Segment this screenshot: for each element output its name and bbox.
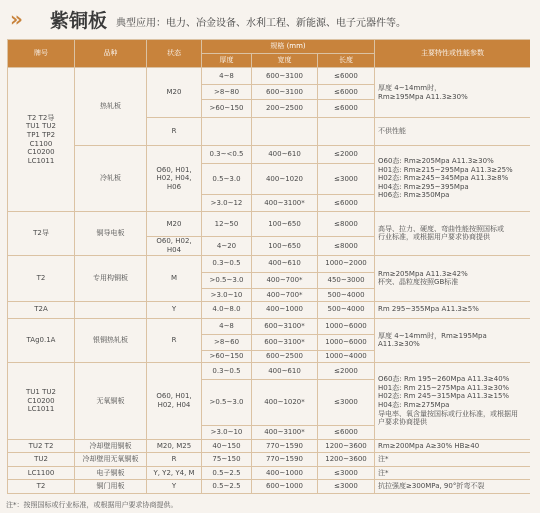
width-cell: 600~3100	[252, 84, 318, 100]
thickness-cell: 0.5~2.5	[202, 466, 252, 480]
cell-line: TU1 TU2	[26, 388, 56, 397]
variety-cell	[75, 146, 147, 212]
cell-line: 热轧板	[100, 102, 121, 111]
length-cell: ≤3000	[318, 466, 375, 480]
table-body	[8, 68, 531, 494]
table-row	[8, 255, 531, 272]
thickness-cell: >0.5~3.0	[202, 272, 252, 289]
length-cell: ≤8000	[318, 237, 375, 256]
cell-line: O60, H01,	[156, 165, 192, 174]
thickness-cell: 4~8	[202, 68, 252, 85]
cell-line: Y	[171, 305, 177, 314]
cell-line: 银铜热轧板	[93, 336, 128, 345]
header-properties: 主要特性或性能参数	[375, 40, 530, 68]
page-title: 紫铜板	[50, 10, 108, 32]
variety-cell	[75, 301, 147, 318]
cell-line: 高导、拉力、硬度、弯曲性能按照国标或	[378, 224, 505, 233]
width-cell	[252, 118, 318, 146]
cell-line: C1100	[29, 139, 53, 148]
state-cell	[147, 118, 202, 146]
state-cell	[147, 146, 202, 212]
table-row	[8, 301, 531, 318]
state-cell	[147, 453, 202, 467]
thickness-cell: >3.0~10	[202, 426, 252, 440]
length-cell: ≤2000	[318, 146, 375, 164]
grade-cell	[8, 466, 75, 480]
variety-cell	[75, 453, 147, 467]
properties-cell	[375, 439, 530, 453]
cell-line: H01态: Rm≥215~295Mpa A11.3≥25%	[378, 165, 513, 174]
state-cell	[147, 439, 202, 453]
header-width: 宽度	[252, 54, 318, 68]
properties-cell	[375, 480, 530, 494]
length-cell: 1000~4000	[318, 350, 375, 363]
thickness-cell: >60~150	[202, 350, 252, 363]
cell-line: H01态: Rm 215~275Mpa A11.3≥30%	[378, 383, 510, 392]
length-cell: ≤3000	[318, 164, 375, 195]
cell-line: 厚度 4~14mm时，Rm≥195Mpa	[378, 331, 487, 340]
cell-line: LC1011	[27, 156, 55, 165]
variety-cell	[75, 480, 147, 494]
table-row	[8, 146, 531, 164]
cell-line: H06	[166, 182, 182, 191]
length-cell: ≤6000	[318, 426, 375, 440]
state-cell	[147, 212, 202, 237]
thickness-cell: 4.0~8.0	[202, 301, 252, 318]
width-cell: 100~650	[252, 212, 318, 237]
spec-table-wrapper	[7, 39, 530, 494]
cell-line: H04态: Rm≥295~395Mpa	[378, 182, 469, 191]
table-row	[8, 480, 531, 494]
width-cell: 100~650	[252, 237, 318, 256]
cell-line: M	[170, 274, 178, 283]
cell-line: LC1011	[27, 405, 55, 414]
cell-line: LC1100	[27, 468, 55, 477]
length-cell	[318, 118, 375, 146]
length-cell: ≤6000	[318, 100, 375, 118]
cell-line: T2	[36, 274, 46, 283]
thickness-cell: >8~60	[202, 335, 252, 351]
cell-line: 冷轧板	[100, 174, 121, 183]
length-cell: ≤6000	[318, 68, 375, 85]
cell-line: 铜导电板	[96, 229, 125, 238]
cell-line: T2导	[33, 229, 49, 238]
properties-cell	[375, 212, 530, 256]
length-cell: 1200~3600	[318, 453, 375, 467]
width-cell: 770~1590	[252, 439, 318, 453]
header-spec: 规格 (mm)	[202, 40, 375, 54]
cell-line: H02, H04,	[156, 174, 192, 183]
length-cell: ≤6000	[318, 84, 375, 100]
table-row	[8, 68, 531, 85]
state-cell	[147, 237, 202, 256]
thickness-cell: >8~80	[202, 84, 252, 100]
grade-cell	[8, 363, 75, 439]
length-cell: 1200~3600	[318, 439, 375, 453]
cell-line: O60, H01,	[156, 392, 192, 401]
cell-line: 户要求协商提供	[378, 418, 428, 427]
cell-line: 注*	[378, 468, 389, 477]
cell-line: H06态: Rm≥350Mpa	[378, 191, 450, 200]
grade-cell	[8, 480, 75, 494]
cell-line: O60态: Rm 195~260Mpa A11.3≥40%	[378, 375, 510, 384]
header-state: 状态	[147, 40, 202, 68]
cell-line: T2	[36, 482, 46, 491]
thickness-cell: 0.3~<0.5	[202, 146, 252, 164]
cell-line: R	[171, 127, 177, 136]
width-cell: 400~700*	[252, 289, 318, 302]
properties-cell	[375, 68, 530, 118]
width-cell: 600~3100*	[252, 335, 318, 351]
state-cell	[147, 466, 202, 480]
cell-line: O60态: Rm≥205Mpa A11.3≥30%	[378, 157, 494, 166]
width-cell: 400~610	[252, 255, 318, 272]
double-chevron-icon: »	[10, 7, 18, 31]
cell-line: Y	[171, 482, 177, 491]
cell-line: 专用构铜板	[93, 274, 128, 283]
length-cell: ≤3000	[318, 380, 375, 426]
cell-line: TP1 TP2	[26, 130, 56, 139]
thickness-cell: 40~150	[202, 439, 252, 453]
length-cell: 1000~6000	[318, 318, 375, 335]
width-cell: 200~2500	[252, 100, 318, 118]
thickness-cell: 4~20	[202, 237, 252, 256]
cell-line: 不供性能	[378, 127, 407, 136]
length-cell: 450~3000	[318, 272, 375, 289]
properties-cell	[375, 318, 530, 363]
cell-line: T2A	[34, 305, 48, 314]
grade-cell	[8, 212, 75, 256]
length-cell: ≤6000	[318, 195, 375, 212]
cell-line: 行业标准，或根据用户要求协商提供	[378, 233, 491, 242]
thickness-cell: 0.3~0.5	[202, 363, 252, 380]
cell-line: Rm≥200Mpa A≥30% HB≥40	[378, 441, 480, 450]
thickness-cell: 4~8	[202, 318, 252, 335]
properties-cell	[375, 146, 530, 212]
grade-cell	[8, 318, 75, 363]
thickness-cell: 0.5~3.0	[202, 164, 252, 195]
state-cell	[147, 68, 202, 118]
table-row	[8, 453, 531, 467]
cell-line: M20	[166, 88, 182, 97]
cell-line: Rm≥195Mpa A11.3≥30%	[378, 92, 468, 101]
cell-line: T2 T2导	[27, 113, 55, 122]
properties-cell	[375, 453, 530, 467]
state-cell	[147, 363, 202, 439]
cell-line: TU2	[34, 455, 48, 464]
cell-line: Rm≥205Mpa A11.3≥42%	[378, 269, 468, 278]
cell-line: C10200	[27, 396, 55, 405]
spec-table	[7, 39, 530, 494]
width-cell: 600~3100*	[252, 318, 318, 335]
cell-line: M20, M25	[156, 441, 192, 450]
cell-line: 铜门用板	[96, 482, 125, 491]
variety-cell	[75, 363, 147, 439]
grade-cell	[8, 453, 75, 467]
length-cell: ≤8000	[318, 212, 375, 237]
table-row	[8, 363, 531, 380]
cell-line: 无氧铜板	[96, 396, 125, 405]
thickness-cell: 0.3~0.5	[202, 255, 252, 272]
width-cell: 400~610	[252, 146, 318, 164]
cell-line: 注*	[378, 455, 389, 464]
grade-cell	[8, 439, 75, 453]
table-row	[8, 439, 531, 453]
cell-line: 杯突、晶粒度按照GB标准	[378, 278, 459, 287]
header-thickness: 厚度	[202, 54, 252, 68]
width-cell: 400~3100*	[252, 426, 318, 440]
length-cell: 500~4000	[318, 289, 375, 302]
page-header	[0, 0, 540, 38]
cell-line: M20	[166, 219, 182, 228]
variety-cell	[75, 439, 147, 453]
thickness-cell: >0.5~3.0	[202, 380, 252, 426]
variety-cell	[75, 255, 147, 301]
header-length: 长度	[318, 54, 375, 68]
state-cell	[147, 480, 202, 494]
variety-cell	[75, 318, 147, 363]
thickness-cell: >3.0~12	[202, 195, 252, 212]
cell-line: A11.3≥30%	[378, 340, 420, 349]
cell-line: 厚度 4~14mm时，	[378, 84, 442, 93]
state-cell	[147, 255, 202, 301]
cell-line: R	[171, 336, 177, 345]
table-row	[8, 212, 531, 237]
page-subtitle: 典型应用：电力、冶金设备、水利工程、新能源、电子元器件等。	[116, 18, 406, 29]
grade-cell	[8, 301, 75, 318]
cell-line: C10200	[27, 148, 55, 157]
cell-line: Rm 295~355Mpa A11.3≥5%	[378, 305, 479, 314]
width-cell: 400~610	[252, 363, 318, 380]
length-cell: 1000~6000	[318, 335, 375, 351]
width-cell: 600~2500	[252, 350, 318, 363]
width-cell: 400~1020	[252, 164, 318, 195]
length-cell: ≤3000	[318, 480, 375, 494]
cell-line: O60, H02,	[156, 237, 192, 246]
header-variety: 品种	[75, 40, 147, 68]
cell-line: H02态: Rm 245~315Mpa A11.3≥15%	[378, 392, 510, 401]
cell-line: 电子铜板	[96, 468, 125, 477]
length-cell: 1000~2000	[318, 255, 375, 272]
width-cell: 400~3100*	[252, 195, 318, 212]
grade-cell	[8, 68, 75, 212]
thickness-cell: 12~50	[202, 212, 252, 237]
cell-line: 导电率、氧含量按国标或行业标准，或根据用	[378, 409, 519, 418]
thickness-cell: >60~150	[202, 100, 252, 118]
width-cell: 400~700*	[252, 272, 318, 289]
width-cell: 400~1020*	[252, 380, 318, 426]
table-row	[8, 318, 531, 335]
cell-line: TAg0.1A	[26, 336, 56, 345]
table-row	[8, 466, 531, 480]
length-cell: 500~4000	[318, 301, 375, 318]
length-cell: ≤2000	[318, 363, 375, 380]
width-cell: 400~1000	[252, 301, 318, 318]
cell-line: 冷却壁用无氧铜板	[82, 455, 139, 464]
cell-line: Y, Y2, Y4, M	[153, 468, 195, 477]
properties-cell	[375, 255, 530, 301]
cell-line: 抗拉强度≥300MPa, 90°折弯不裂	[378, 482, 485, 491]
width-cell: 600~1000	[252, 480, 318, 494]
variety-cell	[75, 212, 147, 256]
properties-cell	[375, 301, 530, 318]
thickness-cell: 0.5~2.5	[202, 480, 252, 494]
thickness-cell: >3.0~10	[202, 289, 252, 302]
cell-line: 冷却壁用铜板	[89, 441, 132, 450]
width-cell: 600~3100	[252, 68, 318, 85]
footnote: 注*：按照国标或行业标准，或根据用户要求协商提供。	[6, 501, 178, 509]
cell-line: TU1 TU2	[26, 122, 56, 131]
state-cell	[147, 301, 202, 318]
thickness-cell: 75~150	[202, 453, 252, 467]
state-cell	[147, 318, 202, 363]
cell-line: H04态: Rm≥275Mpa	[378, 401, 450, 409]
width-cell: 770~1590	[252, 453, 318, 467]
thickness-cell	[202, 118, 252, 146]
variety-cell	[75, 466, 147, 480]
properties-cell	[375, 363, 530, 439]
grade-cell	[8, 255, 75, 301]
variety-cell	[75, 68, 147, 146]
cell-line: H02, H04	[157, 401, 191, 409]
cell-line: R	[171, 455, 177, 464]
properties-cell	[375, 466, 530, 480]
header-grade: 牌号	[8, 40, 75, 68]
width-cell: 400~1000	[252, 466, 318, 480]
properties-cell	[375, 118, 530, 146]
cell-line: H02态: Rm≥245~345Mpa A11.3≥8%	[378, 174, 509, 183]
cell-line: TU2 T2	[28, 441, 54, 450]
table-header-row	[8, 40, 531, 54]
cell-line: H04	[166, 245, 182, 254]
